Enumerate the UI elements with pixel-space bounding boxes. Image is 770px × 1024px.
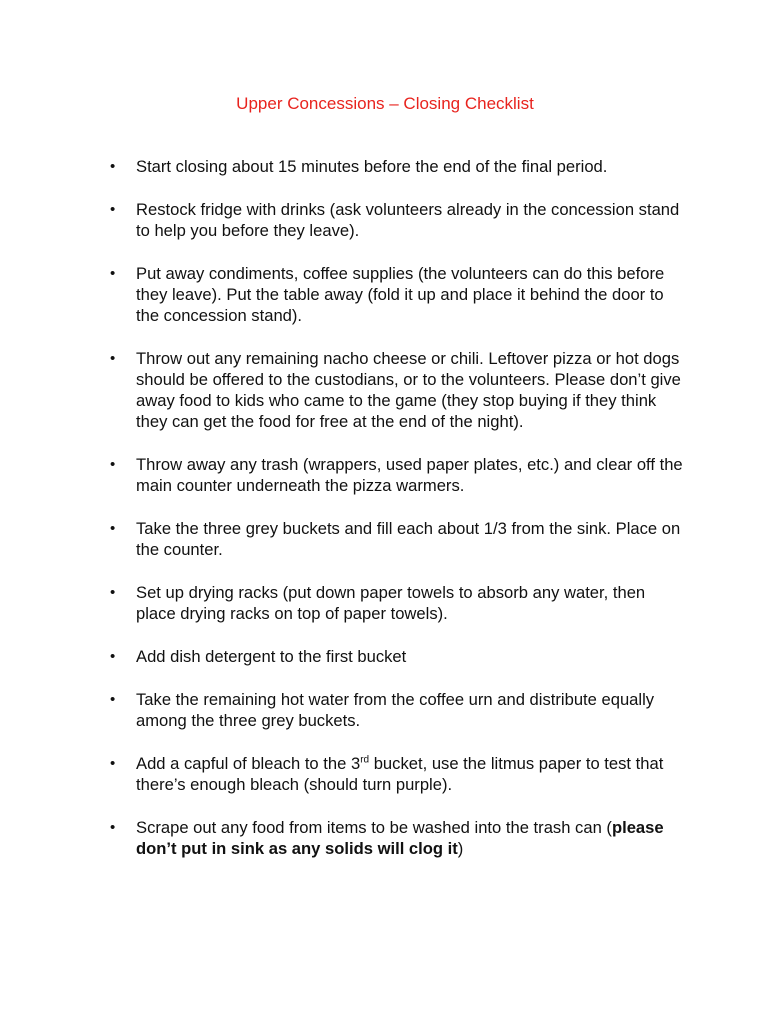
checklist-item bbox=[0, 646, 688, 667]
item-text-start: Scrape out any food from items to be washed into the trash can ( bbox=[136, 818, 612, 837]
bullet-icon: • bbox=[110, 691, 116, 708]
checklist-item-text: Restock fridge with drinks (ask volunteers already in the concession stand to help you before they leave). bbox=[136, 200, 680, 240]
bullet-icon: • bbox=[110, 350, 116, 367]
checklist-item bbox=[0, 156, 688, 177]
bold-warning: please don’t put in sink as any solids will clog it bbox=[136, 818, 664, 858]
bullet-icon: • bbox=[110, 819, 116, 836]
bullet-icon: • bbox=[110, 456, 116, 473]
checklist-item bbox=[0, 348, 688, 432]
checklist-item-text: Throw away any trash (wrappers, used paper plates, etc.) and clear off the main counter underneath the pizza warmers. bbox=[136, 455, 683, 495]
bullet-icon: • bbox=[110, 158, 116, 175]
checklist-item bbox=[0, 199, 688, 241]
checklist-item bbox=[0, 753, 688, 795]
bullet-icon: • bbox=[110, 755, 116, 772]
ordinal-superscript: rd bbox=[360, 754, 370, 766]
item-text-end: ) bbox=[457, 839, 464, 858]
checklist-item-text: Add dish detergent to the first bucket bbox=[136, 647, 407, 666]
checklist-item-text bbox=[136, 754, 663, 794]
checklist-item-text: Set up drying racks (put down paper towels to absorb any water, then place drying racks on top of paper towels). bbox=[136, 583, 646, 623]
closing-checklist bbox=[0, 156, 770, 881]
item-text-end: bucket, use the litmus paper to test that there’s enough bleach (should turn purple). bbox=[136, 754, 664, 794]
page-title bbox=[0, 93, 770, 115]
checklist-item-text: Take the remaining hot water from the coffee urn and distribute equally among the three grey buckets. bbox=[136, 690, 655, 730]
checklist-item bbox=[0, 817, 688, 859]
checklist-item-text bbox=[136, 818, 664, 858]
bullet-icon: • bbox=[110, 520, 116, 537]
checklist-item-text: Throw out any remaining nacho cheese or chili. Leftover pizza or hot dogs should be offered to the custodians, or to the volunteers. Please don’t give away food to kids who came to the game (they stop buying if they think they can get the food for free at the end of the night). bbox=[136, 349, 681, 431]
checklist-item bbox=[0, 263, 688, 326]
bullet-icon: • bbox=[110, 584, 116, 601]
page-title-text: Upper Concessions – Closing Checklist bbox=[236, 94, 534, 113]
bullet-icon: • bbox=[110, 648, 116, 665]
checklist-item bbox=[0, 454, 688, 496]
checklist-item bbox=[0, 582, 688, 624]
checklist-item bbox=[0, 689, 688, 731]
checklist-item-text: Start closing about 15 minutes before the end of the final period. bbox=[136, 157, 608, 176]
checklist-item bbox=[0, 518, 688, 560]
checklist-item-text: Take the three grey buckets and fill each about 1/3 from the sink. Place on the counter. bbox=[136, 519, 681, 559]
bullet-icon: • bbox=[110, 265, 116, 282]
checklist-item-text: Put away condiments, coffee supplies (the volunteers can do this before they leave). Put the table away (fold it up and place it behind the door to the concession stand). bbox=[136, 264, 665, 325]
bullet-icon: • bbox=[110, 201, 116, 218]
item-text-start: Add a capful of bleach to the 3 bbox=[136, 754, 361, 773]
